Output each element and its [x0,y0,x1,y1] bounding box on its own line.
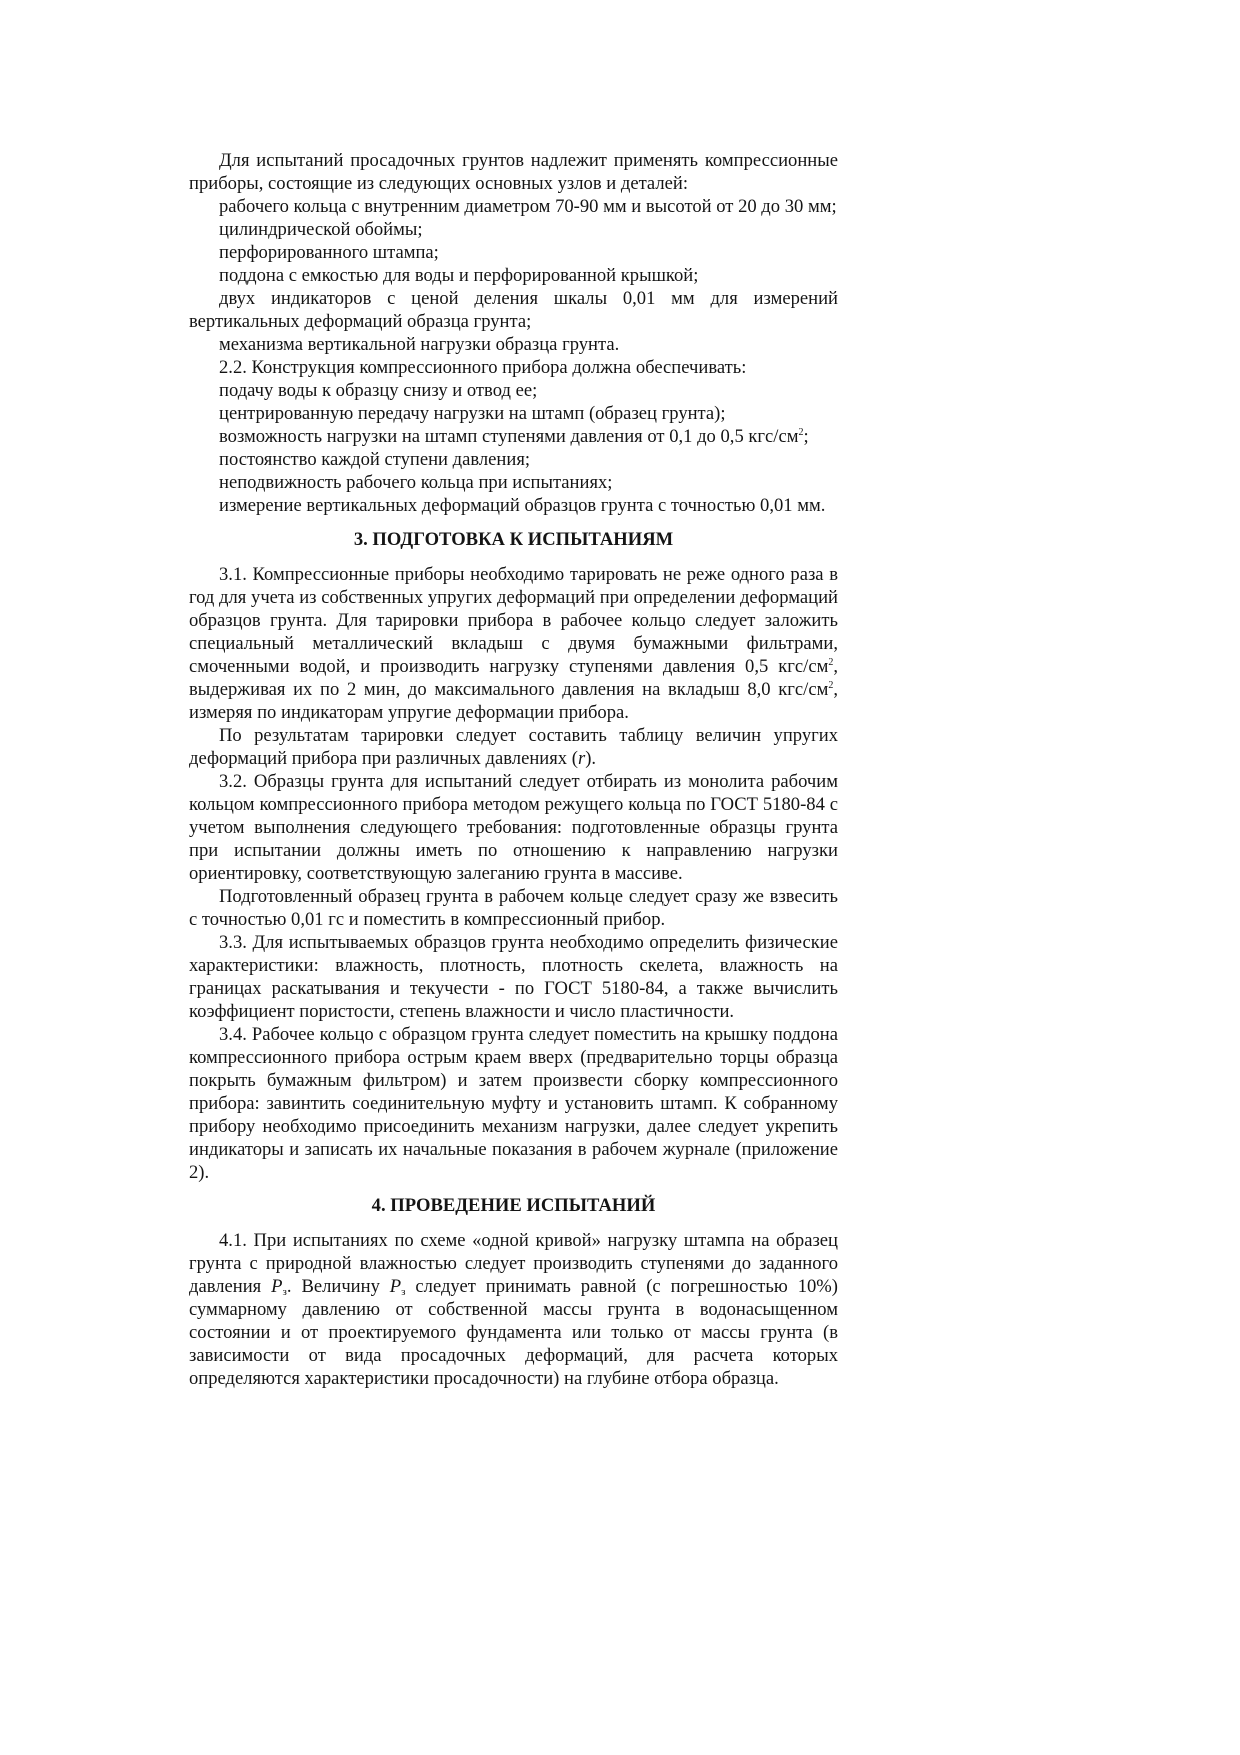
requirement-end: ; [803,426,809,447]
symbol-p: P [271,1276,283,1297]
component-item: механизма вертикальной нагрузки образца грунта. [219,334,620,355]
paragraph-3-4: 3.4. Рабочее кольцо с образцом грунта следует поместить на крышку поддона компрессионного прибора острым краем вверх (предварительно торцы образца покрыть бумажным фильтром) и затем произвести сборку компрессионного прибора: завинтить соединительную муфту и установить штамп. К собранному прибору необходимо присоединить механизм нагрузки, далее следует укрепить индикаторы и записать их начальные показания в рабочем журнале (приложение 2). [189,1024,838,1183]
paragraph-text: следует принимать равной (с погрешностью 10%) суммарному давлению от собственной массы грунта в водонасыщенном состоянии и от проектируемого фундамента или только от массы грунта (в зависимости от вида просадочных деформаций, для расчета которых определяются характеристики просадочности) на глубине отбора образца. [189,1276,838,1389]
symbol-p: P [389,1276,402,1297]
superscript: 2 [828,680,834,691]
document-page [189,149,838,1390]
section-4-heading: 4. ПРОВЕДЕНИЕ ИСПЫТАНИЙ [371,1195,656,1216]
requirement-item: подачу воды к образцу снизу и отвод ее; [219,380,538,401]
paragraph-text: 3.1. Компрессионные приборы необходимо тарировать не реже одного раза в год для учета из собственных упругих деформаций при определении деформаций образцов грунта. Для тарировки прибора в рабочее кольцо следует заложить специальный металлический вкладыш с двумя бумажными фильтрами, смоченными водой, и производить нагрузку ступенями давления 0,5 кгс/см [189,564,838,677]
paragraph-3-3: 3.3. Для испытываемых образцов грунта необходимо определить физические характеристики: влажность, плотность, плотность скелета, влажность на границах раскатывания и текучести - по ГОСТ 5180-84, а также вычислить коэффициент пористости, степень влажности и число пластичности. [189,932,838,1022]
paragraph-tarirovka [189,724,838,770]
paragraph-3-2-weigh: Подготовленный образец грунта в рабочем кольце следует сразу же взвесить с точностью 0,01 гс и поместить в компрессионный прибор. [189,886,838,930]
subscript: з [401,1286,406,1298]
requirement-item: центрированную передачу нагрузки на штамп (образец грунта); [219,403,726,424]
paragraph-2-2: 2.2. Конструкция компрессионного прибора должна обеспечивать: [219,357,747,378]
paragraph-text: 4.1. При испытаниях по схеме «одной кривой» нагрузку штампа на образец грунта с природной влажностью следует производить ступенями до заданного давления [189,1230,838,1297]
component-item: цилиндрической обоймы; [219,219,423,240]
paragraph-text: По результатам тарировки следует составить таблицу величин упругих деформаций прибора при различных давлениях ( [189,725,838,769]
section2-intro: Для испытаний просадочных грунтов надлежит применять компрессионные приборы, состоящие из следующих основных узлов и деталей: [189,150,838,194]
symbol-r: r [577,748,586,769]
component-item: двух индикаторов с ценой деления шкалы 0,01 мм для измерений вертикальных деформаций образца грунта; [189,288,838,332]
paragraph-text: ). [585,748,597,769]
requirement-item: неподвижность рабочего кольца при испытаниях; [219,472,613,493]
component-item: рабочего кольца с внутренним диаметром 70-90 мм и высотой от 20 до 30 мм; [219,196,837,217]
paragraph-text: , измеряя по индикаторам упругие деформации прибора. [189,679,838,723]
requirement-item: измерение вертикальных деформаций образцов грунта с точностью 0,01 мм. [219,495,826,516]
paragraph-3-2: 3.2. Образцы грунта для испытаний следует отбирать из монолита рабочим кольцом компрессионного прибора методом режущего кольца по ГОСТ 5180-84 с учетом выполнения следующего требования: подготовленные образцы грунта при испытании должны иметь по отношению к направлению нагрузки ориентировку, соответствующую залеганию грунта в массиве. [189,771,838,884]
paragraph-text: . Величину [286,1276,390,1297]
component-item: поддона с емкостью для воды и перфорированной крышкой; [219,265,699,286]
superscript: 2 [798,427,804,438]
subscript: з [282,1286,287,1298]
section-3-heading: 3. ПОДГОТОВКА К ИСПЫТАНИЯМ [353,529,674,550]
requirement-text: возможность нагрузки на штамп ступенями давления от 0,1 до 0,5 кгс/см [219,426,799,447]
paragraph-4-1 [189,1229,838,1390]
requirement-item [189,425,838,448]
paragraph-3-1 [189,563,838,724]
superscript: 2 [828,657,834,668]
requirement-item: постоянство каждой ступени давления; [219,449,531,470]
component-item: перфорированного штампа; [219,242,439,263]
paragraph-text: , выдерживая их по 2 мин, до максимального давления на вкладыш 8,0 кгс/см [189,656,838,700]
